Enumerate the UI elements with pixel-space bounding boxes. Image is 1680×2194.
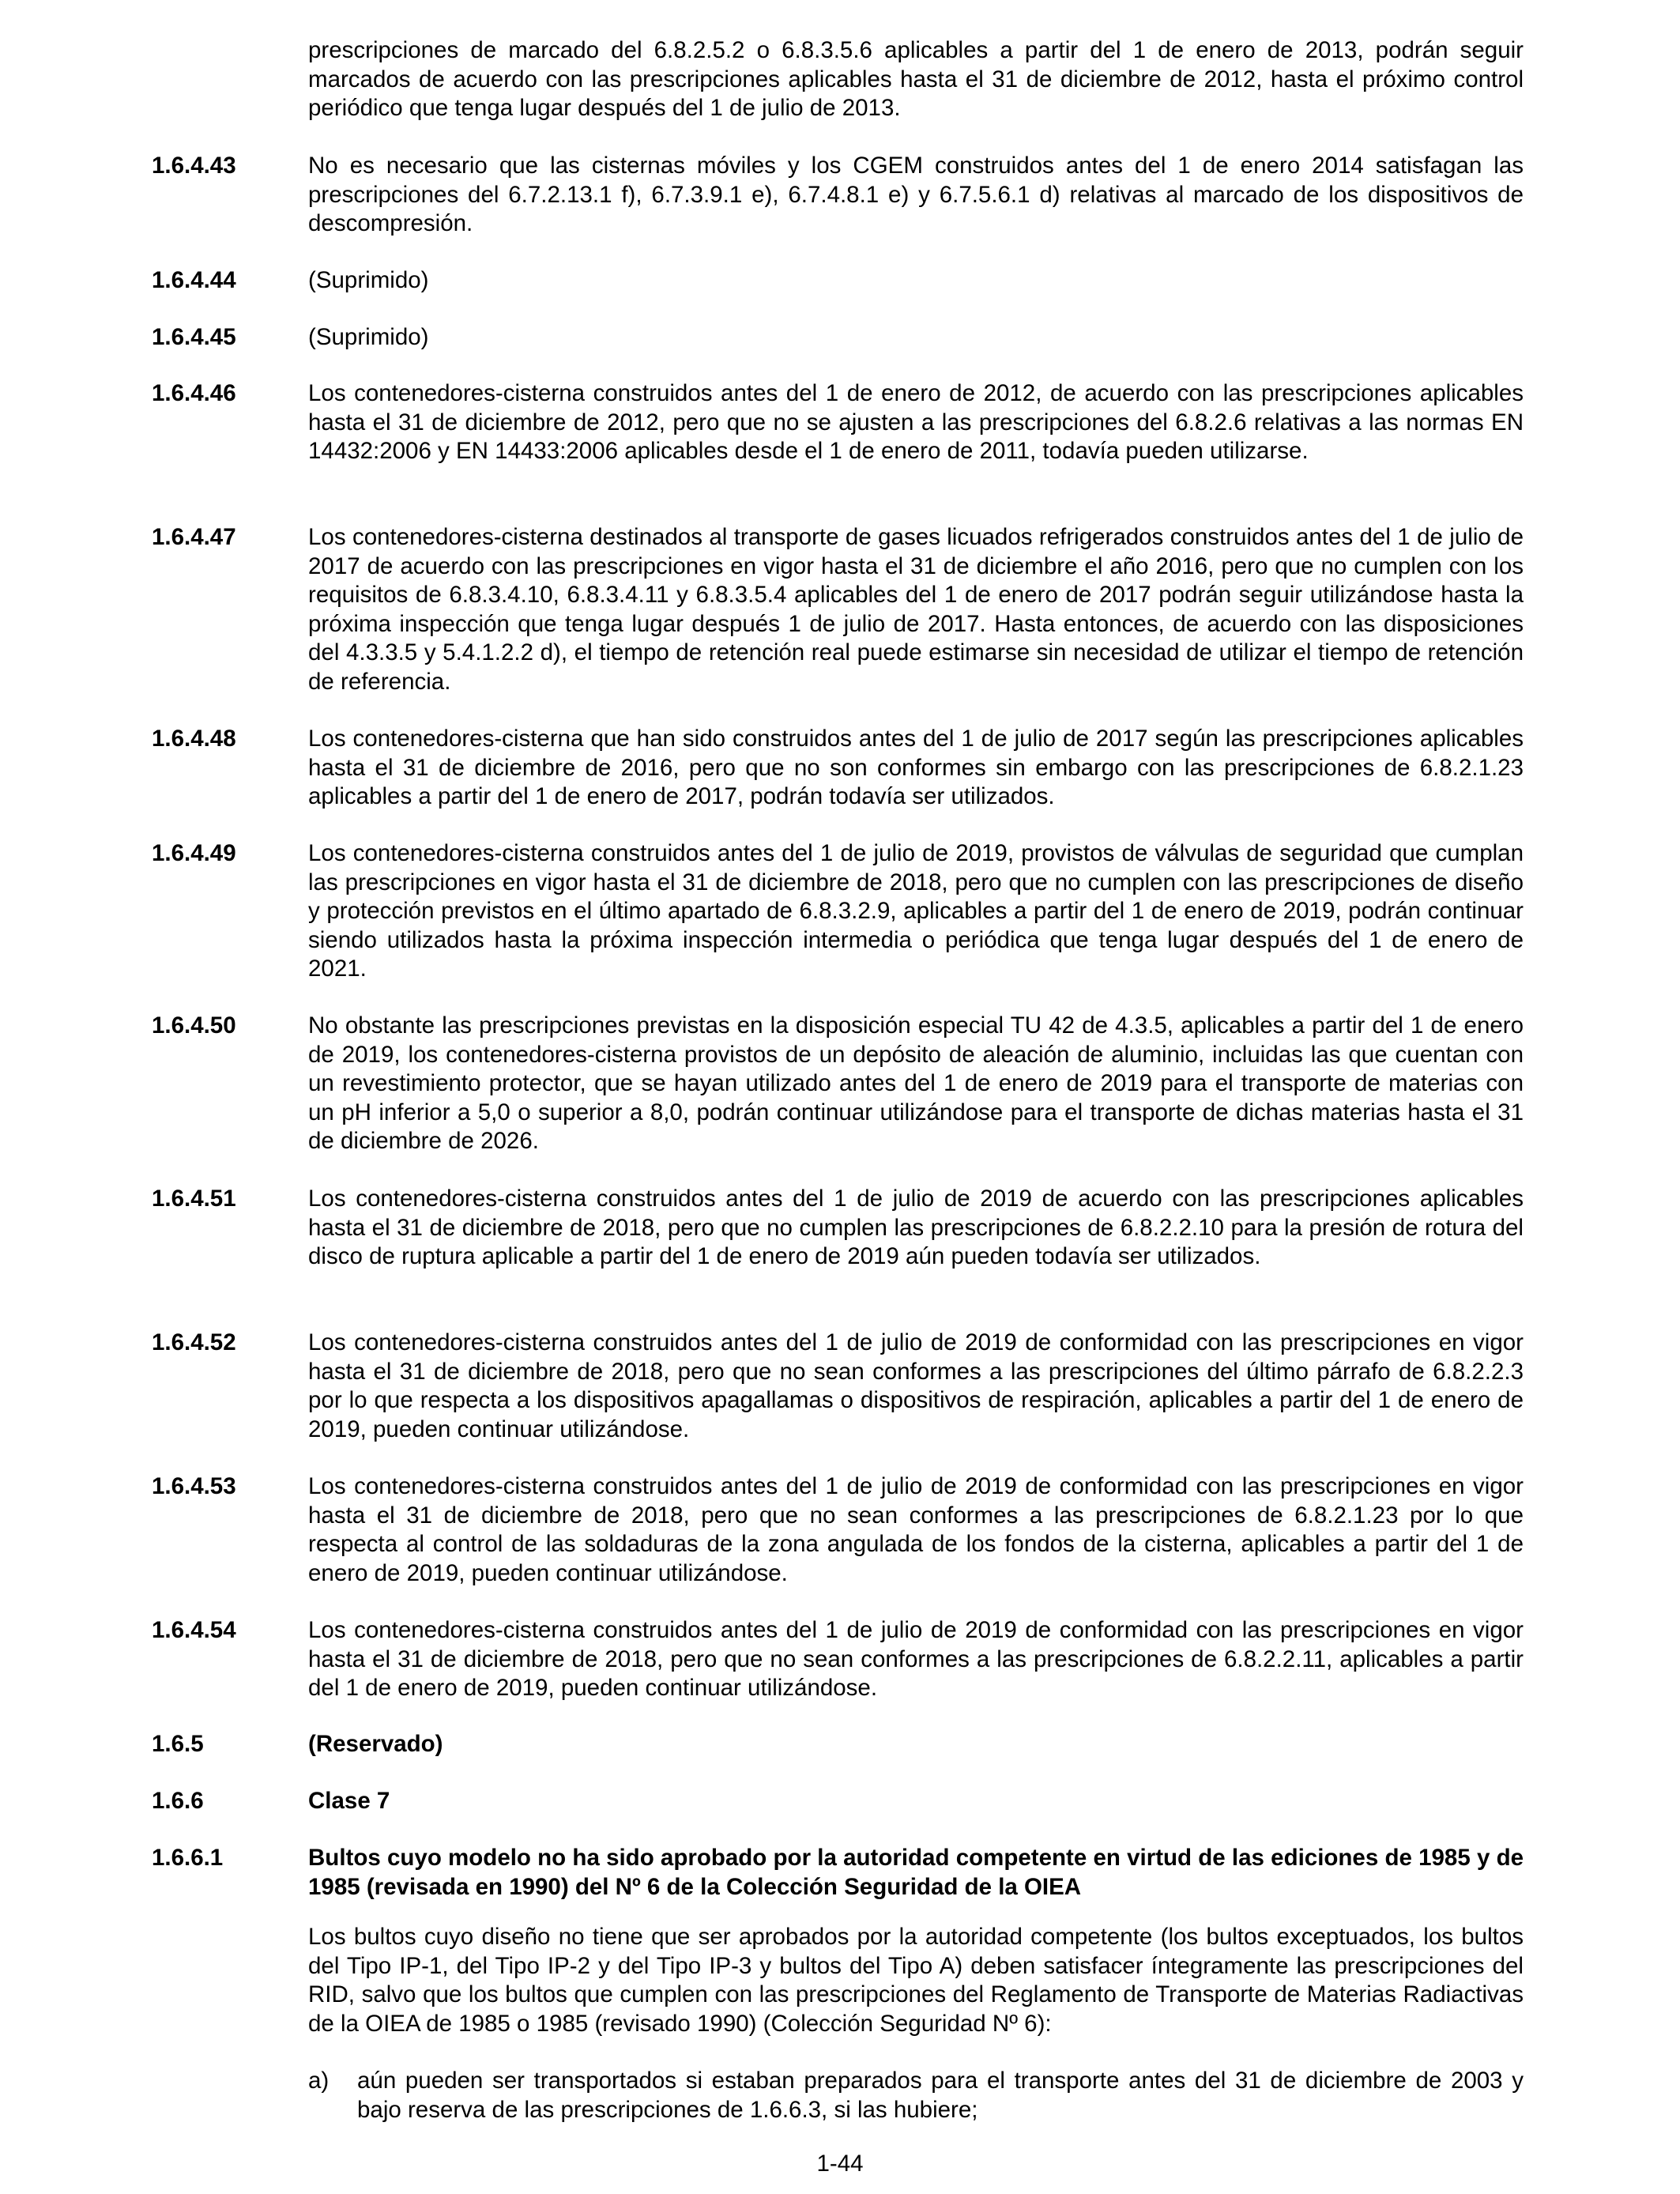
section-text-1-6-4-47: Los contenedores-cisterna destinados al transporte de gases licuados refrigerados construidos antes del 1 de julio de 2017 de acuerdo con las prescripciones en vigor hasta el 31 de diciembre el año 2016, pero que no cumplen con los requisitos de 6.8.3.4.10, 6.8.3.4.11 y 6.8.3.5.4 aplicables del 1 de enero de 2017 podrán seguir utilizándose hasta la próxima inspección que tenga lugar después 1 de julio de 2017. Hasta entonces, de acuerdo con las disposiciones del 4.3.3.5 y 5.4.1.2.2 d), el tiempo de retención real puede estimarse sin necesidad de utilizar el tiempo de retención de referencia. bbox=[308, 524, 1524, 695]
section-number-1-6-4-53: 1.6.4.53 bbox=[152, 1473, 236, 1499]
page-number: 1-44 bbox=[816, 2151, 864, 2177]
heading-number-1-6-6: 1.6.6 bbox=[152, 1788, 204, 1814]
section-number-1-6-4-47: 1.6.4.47 bbox=[152, 524, 236, 550]
heading-title-1-6-6-1: Bultos cuyo modelo no ha sido aprobado por la autoridad competente en virtud de las ediciones de 1985 y de 1985 (revisada en 1990) del Nº 6 de la Colección Seguridad de la OIEA bbox=[308, 1845, 1524, 1900]
section-text-1-6-4-49: Los contenedores-cisterna construidos antes del 1 de julio de 2019, provistos de válvulas de seguridad que cumplan las prescripciones en vigor hasta el 31 de diciembre de 2018, pero que no cumplen con las prescripciones de diseño y protección previstos en el último apartado de 6.8.3.2.9, aplicables a partir del 1 de enero de 2019, podrán continuar siendo utilizados hasta la próxima inspección intermedia o periódica que tenga lugar después del 1 de enero de 2021. bbox=[308, 840, 1524, 982]
heading-title-1-6-6: Clase 7 bbox=[308, 1788, 390, 1814]
section-number-1-6-4-54: 1.6.4.54 bbox=[152, 1617, 236, 1643]
section-text-1-6-4-53: Los contenedores-cisterna construidos antes del 1 de julio de 2019 de conformidad con las prescripciones en vigor hasta el 31 de diciembre de 2018, pero que no sean conformes a las prescripciones de 6.8.2.1.23 por lo que respecta al control de las soldaduras de la zona angulada de los fondos de la cisterna, aplicables a partir del 1 de enero de 2019, pueden continuar utilizándose. bbox=[308, 1473, 1524, 1586]
section-number-1-6-4-51: 1.6.4.51 bbox=[152, 1186, 236, 1212]
section-number-1-6-4-45: 1.6.4.45 bbox=[152, 324, 236, 350]
section-text-1-6-4-46: Los contenedores-cisterna construidos antes del 1 de enero de 2012, de acuerdo con las prescripciones aplicables hasta el 31 de diciembre de 2012, pero que no se ajusten a las prescripciones del 6.8.2.6 relativas a las normas EN 14432:2006 y EN 14433:2006 aplicables desde el 1 de enero de 2011, todavía pueden utilizarse. bbox=[308, 380, 1524, 464]
section-number-1-6-4-52: 1.6.4.52 bbox=[152, 1329, 236, 1355]
list-item-letter: a) bbox=[308, 2068, 330, 2094]
clase7-paragraph: Los bultos cuyo diseño no tiene que ser aprobados por la autoridad competente (los bultos exceptuados, los bultos del Tipo IP-1, del Tipo IP-2 y del Tipo IP-3 y bultos del Tipo A) deben satisfacer íntegramente las prescripciones del RID, salvo que los bultos que cumplen con las prescripciones del Reglamento de Transporte de Materias Radiactivas de la OIEA de 1985 o 1985 (revisado 1990) (Colección Seguridad Nº 6): bbox=[308, 1924, 1524, 2037]
section-text-1-6-4-54: Los contenedores-cisterna construidos antes del 1 de julio de 2019 de conformidad con las prescripciones en vigor hasta el 31 de diciembre de 2018, pero que no sean conformes a las prescripciones de 6.8.2.2.11, aplicables a partir del 1 de enero de 2019, pueden continuar utilizándose. bbox=[308, 1617, 1524, 1701]
section-number-1-6-4-49: 1.6.4.49 bbox=[152, 840, 236, 866]
section-number-1-6-4-43: 1.6.4.43 bbox=[152, 153, 236, 179]
section-number-1-6-4-44: 1.6.4.44 bbox=[152, 267, 236, 293]
section-number-1-6-4-48: 1.6.4.48 bbox=[152, 726, 236, 752]
heading-number-1-6-5: 1.6.5 bbox=[152, 1731, 204, 1757]
intro-paragraph: prescripciones de marcado del 6.8.2.5.2 o 6.8.3.5.6 aplicables a partir del 1 de enero de 2013, podrán seguir marcados de acuerdo con las prescripciones aplicables hasta el 31 de diciembre de 2012, hasta el próximo control periódico que tenga lugar después del 1 de julio de 2013. bbox=[308, 37, 1524, 121]
heading-number-1-6-6-1: 1.6.6.1 bbox=[152, 1845, 224, 1871]
list-item-text: aún pueden ser transportados si estaban preparados para el transporte antes del 31 de diciembre de 2003 y bajo reserva de las prescripciones de 1.6.6.3, si las hubiere; bbox=[357, 2068, 1524, 2123]
section-text-1-6-4-48: Los contenedores-cisterna que han sido construidos antes del 1 de julio de 2017 según las prescripciones aplicables hasta el 31 de diciembre de 2016, pero que no son conformes sin embargo con las prescripciones de 6.8.2.1.23 aplicables a partir del 1 de enero de 2017, podrán todavía ser utilizados. bbox=[308, 726, 1524, 809]
section-number-1-6-4-50: 1.6.4.50 bbox=[152, 1012, 236, 1039]
section-text-1-6-4-43: No es necesario que las cisternas móviles y los CGEM construidos antes del 1 de enero 2014 satisfagan las prescripciones del 6.7.2.13.1 f), 6.7.3.9.1 e), 6.7.4.8.1 e) y 6.7.5.6.1 d) relativas al marcado de los dispositivos de descompresión. bbox=[308, 153, 1524, 236]
heading-title-1-6-5: (Reservado) bbox=[308, 1731, 443, 1757]
section-text-1-6-4-51: Los contenedores-cisterna construidos antes del 1 de julio de 2019 de acuerdo con las prescripciones aplicables hasta el 31 de diciembre de 2018, pero que no cumplen las prescripciones de 6.8.2.2.10 para la presión de rotura del disco de ruptura aplicable a partir del 1 de enero de 2019 aún pueden todavía ser utilizados. bbox=[308, 1186, 1524, 1269]
section-text-1-6-4-44: (Suprimido) bbox=[308, 267, 429, 293]
section-number-1-6-4-46: 1.6.4.46 bbox=[152, 380, 236, 406]
section-text-1-6-4-52: Los contenedores-cisterna construidos antes del 1 de julio de 2019 de conformidad con las prescripciones en vigor hasta el 31 de diciembre de 2018, pero que no sean conformes a las prescripciones del último párrafo de 6.8.2.2.3 por lo que respecta a los dispositivos apagallamas o dispositivos de respiración, aplicables a partir del 1 de enero de 2019, pueden continuar utilizándose. bbox=[308, 1329, 1524, 1442]
section-text-1-6-4-50: No obstante las prescripciones previstas en la disposición especial TU 42 de 4.3.5, aplicables a partir del 1 de enero de 2019, los contenedores-cisterna provistos de un depósito de aleación de aluminio, incluidas las que cuentan con un revestimiento protector, que se hayan utilizado antes del 1 de enero de 2019 para el transporte de materias con un pH inferior a 5,0 o superior a 8,0, podrán continuar utilizándose para el transporte de dichas materias hasta el 31 de diciembre de 2026. bbox=[308, 1012, 1524, 1154]
section-text-1-6-4-45: (Suprimido) bbox=[308, 324, 429, 350]
